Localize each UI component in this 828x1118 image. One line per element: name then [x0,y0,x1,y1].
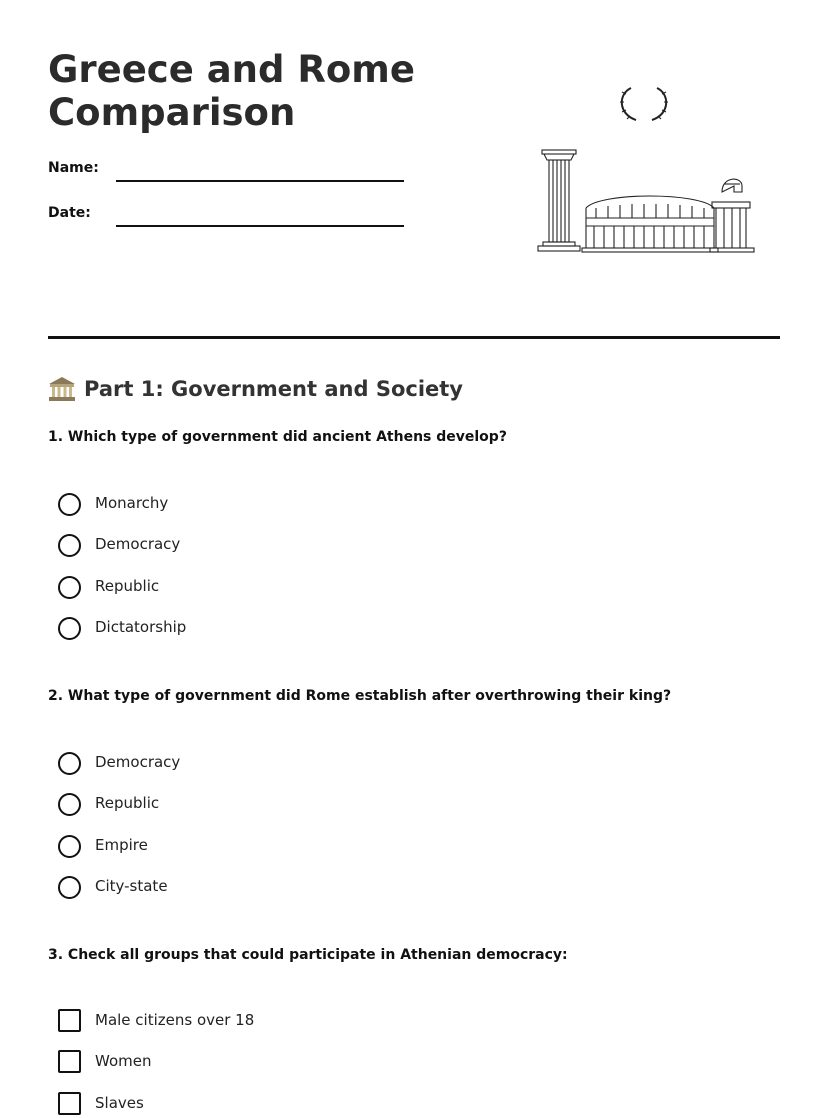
q3-option-2[interactable] [58,1050,358,1074]
q2-option-1[interactable] [58,751,358,775]
radio-button[interactable] [58,534,81,557]
section-divider [48,336,780,339]
q3-option-1[interactable] [58,1009,358,1033]
classical-building-icon [48,376,76,402]
option-label: City-state [95,877,168,895]
radio-button[interactable] [58,576,81,599]
q2-option-3[interactable] [58,834,358,858]
q1-option-2[interactable] [58,533,358,557]
radio-button[interactable] [58,876,81,899]
colosseum-icon [582,196,718,252]
q3-option-3[interactable] [58,1092,358,1116]
laurel-wreath-icon [620,88,668,120]
part1-heading-text: Part 1: Government and Society [84,377,463,401]
question-2: 2. What type of government did Rome establish after overthrowing their king? [48,688,672,704]
option-label: Republic [95,794,160,812]
name-field [48,160,408,184]
date-input-line[interactable] [116,225,404,227]
q1-option-1[interactable] [58,492,358,516]
option-label: Republic [95,577,160,595]
option-label: Dictatorship [95,618,187,636]
radio-button[interactable] [58,617,81,640]
radio-button[interactable] [58,752,81,775]
q2-option-2[interactable] [58,792,358,816]
radio-button[interactable] [58,493,81,516]
greece-rome-illustration [530,80,760,255]
option-label: Empire [95,836,148,854]
radio-button[interactable] [58,835,81,858]
option-label: Male citizens over 18 [95,1011,255,1029]
q2-option-4[interactable] [58,875,358,899]
q1-option-3[interactable] [58,575,358,599]
question-1: 1. Which type of government did ancient Athens develop? [48,429,507,445]
question-3: 3. Check all groups that could participate in Athenian democracy: [48,947,568,963]
temple-icon [710,202,754,252]
page-title: Greece and Rome Comparison [48,48,415,134]
q1-option-4[interactable] [58,616,358,640]
date-label: Date: [48,205,91,221]
radio-button[interactable] [58,793,81,816]
date-field [48,205,408,229]
option-label: Women [95,1052,152,1070]
checkbox[interactable] [58,1092,81,1115]
greek-column-icon [538,150,580,251]
option-label: Democracy [95,753,181,771]
checkbox[interactable] [58,1009,81,1032]
name-input-line[interactable] [116,180,404,182]
checkbox[interactable] [58,1050,81,1073]
helmet-icon [722,179,742,192]
name-label: Name: [48,160,99,176]
part1-heading [48,373,463,405]
option-label: Slaves [95,1094,144,1112]
option-label: Monarchy [95,494,169,512]
option-label: Democracy [95,535,181,553]
